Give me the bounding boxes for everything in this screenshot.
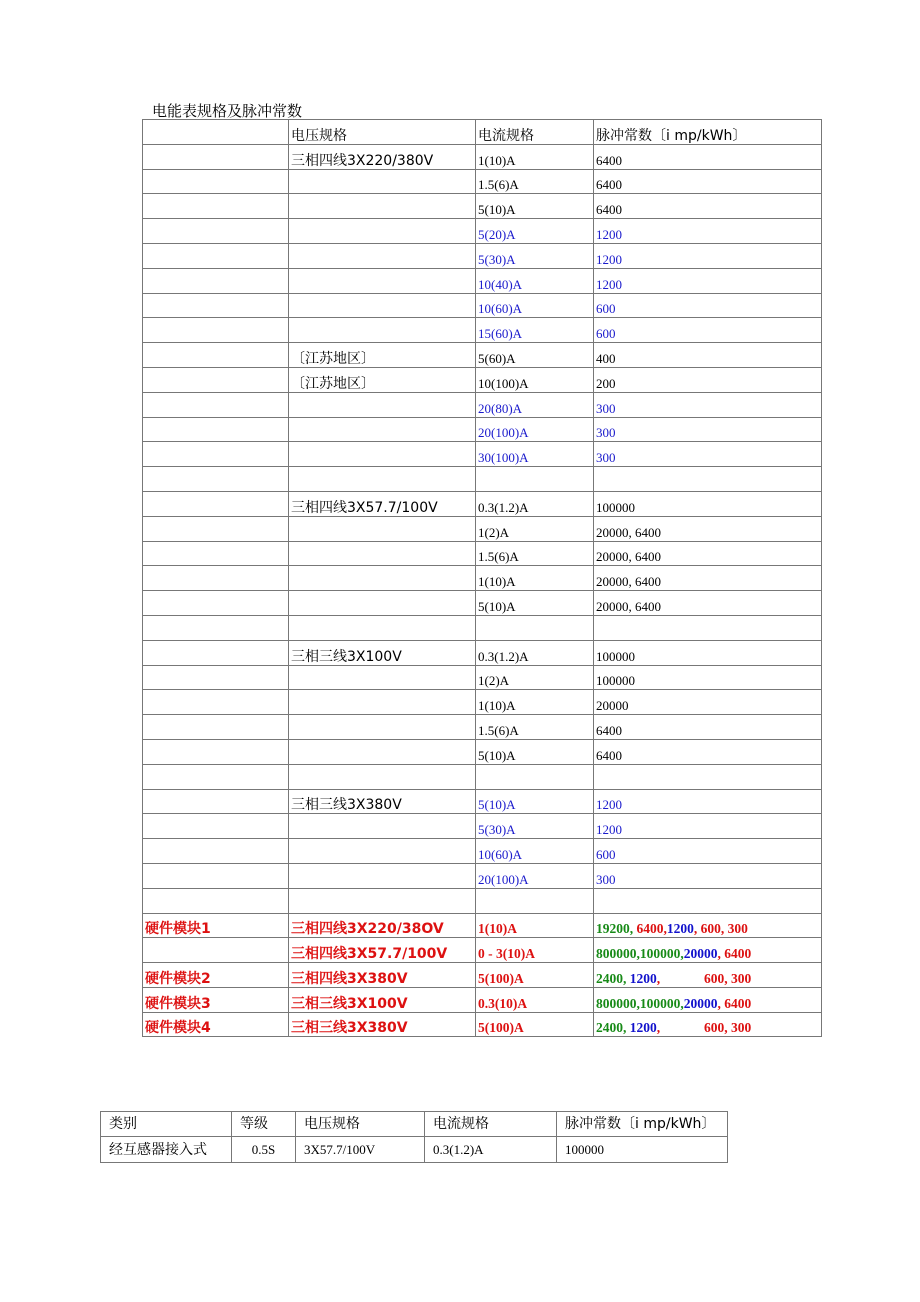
pulse-constant-cell (594, 764, 822, 789)
voltage-cell: 三相四线3X380V (289, 963, 476, 988)
pulse-constant-cell (594, 913, 822, 938)
pulse-constant-cell: 400 (594, 343, 822, 368)
table-row (143, 764, 822, 789)
voltage-cell (289, 293, 476, 318)
category-cell (143, 169, 289, 194)
table-header-row (101, 1112, 728, 1137)
pulse-value-segment: 1200 (629, 970, 657, 986)
current-cell: 1(2)A (476, 516, 594, 541)
pulse-constant-cell: 6400 (594, 715, 822, 740)
pulse-constant-cell: 6400 (594, 194, 822, 219)
pulse-value-segment: , 6400 (717, 946, 752, 962)
voltage-cell: 三相三线3X100V (289, 640, 476, 665)
table-row (143, 739, 822, 764)
current-cell: 1.5(6)A (476, 541, 594, 566)
voltage-cell: 3X57.7/100V (296, 1137, 425, 1163)
voltage-cell (289, 715, 476, 740)
transformer-meter-table (100, 1111, 728, 1163)
category-cell (143, 417, 289, 442)
pulse-constant-cell: 300 (594, 863, 822, 888)
header-cell-type: 类别 (101, 1112, 232, 1137)
table-row (143, 194, 822, 219)
table-row (143, 789, 822, 814)
voltage-cell (289, 591, 476, 616)
category-cell (143, 219, 289, 244)
current-cell: 20(100)A (476, 417, 594, 442)
pulse-constant-cell: 20000, 6400 (594, 591, 822, 616)
pulse-constant-cell: 20000, 6400 (594, 541, 822, 566)
current-cell: 5(20)A (476, 219, 594, 244)
pulse-value-segment: 800000,100000, (596, 995, 684, 1011)
pulse-constant-cell: 6400 (594, 144, 822, 169)
table-row (143, 715, 822, 740)
current-cell (476, 888, 594, 913)
header-cell-pulse-constant: 脉冲常数〔i mp/kWh〕 (594, 120, 822, 145)
category-cell (143, 863, 289, 888)
pulse-value-segment: 6400, (636, 921, 667, 937)
pulse-value-segment: , 600, 300 (656, 970, 752, 986)
category-cell (143, 839, 289, 864)
voltage-cell (289, 764, 476, 789)
table-row (143, 144, 822, 169)
pulse-constant-cell (594, 615, 822, 640)
current-cell: 5(10)A (476, 739, 594, 764)
category-cell (143, 367, 289, 392)
current-cell: 1.5(6)A (476, 715, 594, 740)
pulse-constant-cell (594, 938, 822, 963)
voltage-cell (289, 665, 476, 690)
table-row (143, 392, 822, 417)
pulse-constant-cell: 100000 (594, 640, 822, 665)
current-cell: 20(100)A (476, 863, 594, 888)
voltage-cell: 〔江苏地区〕 (289, 367, 476, 392)
header-cell-pulse-constant: 脉冲常数〔i mp/kWh〕 (557, 1112, 728, 1137)
table-row (143, 888, 822, 913)
table-row (143, 491, 822, 516)
category-cell (143, 268, 289, 293)
table-row (143, 814, 822, 839)
current-cell: 10(100)A (476, 367, 594, 392)
table-row (143, 243, 822, 268)
pulse-constant-cell: 200 (594, 367, 822, 392)
voltage-cell (289, 169, 476, 194)
table-row (143, 591, 822, 616)
meter-spec-table (142, 119, 822, 1037)
table-row (143, 467, 822, 492)
current-cell: 5(10)A (476, 591, 594, 616)
current-cell: 1(10)A (476, 690, 594, 715)
category-cell (143, 615, 289, 640)
table-row (143, 863, 822, 888)
hardware-module-row (143, 963, 822, 988)
current-cell (476, 467, 594, 492)
category-cell (143, 764, 289, 789)
table-row (143, 690, 822, 715)
current-cell: 5(60)A (476, 343, 594, 368)
pulse-constant-cell: 600 (594, 293, 822, 318)
pulse-value-segment: 2400, (596, 970, 630, 986)
category-cell (143, 690, 289, 715)
current-cell: 0.3(1.2)A (425, 1137, 557, 1163)
category-cell (143, 640, 289, 665)
current-cell: 10(60)A (476, 839, 594, 864)
module-name-cell: 硬件模块3 (143, 987, 289, 1012)
category-cell (143, 566, 289, 591)
header-cell-voltage: 电压规格 (289, 120, 476, 145)
voltage-cell: 〔江苏地区〕 (289, 343, 476, 368)
category-cell (143, 591, 289, 616)
voltage-cell (289, 467, 476, 492)
pulse-constant-cell (594, 1012, 822, 1037)
category-cell (143, 194, 289, 219)
current-cell: 5(30)A (476, 814, 594, 839)
voltage-cell: 三相四线3X220/380V (289, 144, 476, 169)
table-row (143, 219, 822, 244)
header-cell-grade: 等级 (232, 1112, 296, 1137)
category-cell (143, 715, 289, 740)
current-cell: 1(2)A (476, 665, 594, 690)
voltage-cell (289, 194, 476, 219)
voltage-cell (289, 516, 476, 541)
category-cell (143, 442, 289, 467)
voltage-cell: 三相三线3X380V (289, 1012, 476, 1037)
pulse-constant-cell: 100000 (557, 1137, 728, 1163)
voltage-cell (289, 863, 476, 888)
voltage-cell (289, 318, 476, 343)
current-cell: 0.3(1.2)A (476, 491, 594, 516)
table-row (143, 169, 822, 194)
pulse-constant-cell: 20000 (594, 690, 822, 715)
pulse-value-segment: 2400, (596, 1020, 630, 1036)
pulse-constant-cell: 1200 (594, 219, 822, 244)
module-name-cell: 硬件模块1 (143, 913, 289, 938)
pulse-constant-cell: 300 (594, 392, 822, 417)
current-cell: 0.3(1.2)A (476, 640, 594, 665)
pulse-constant-cell: 600 (594, 839, 822, 864)
pulse-constant-cell: 100000 (594, 491, 822, 516)
category-cell (143, 665, 289, 690)
current-cell: 10(60)A (476, 293, 594, 318)
category-cell (143, 392, 289, 417)
current-cell: 1(10)A (476, 566, 594, 591)
current-cell: 10(40)A (476, 268, 594, 293)
voltage-cell: 三相三线3X380V (289, 789, 476, 814)
page-title: 电能表规格及脉冲常数 (152, 102, 303, 120)
pulse-constant-cell: 20000, 6400 (594, 566, 822, 591)
current-cell: 5(10)A (476, 194, 594, 219)
voltage-cell (289, 839, 476, 864)
pulse-constant-cell: 600 (594, 318, 822, 343)
pulse-value-segment: 19200, (596, 921, 637, 937)
table-row (143, 343, 822, 368)
voltage-cell (289, 442, 476, 467)
pulse-constant-cell: 100000 (594, 665, 822, 690)
current-cell (476, 615, 594, 640)
header-cell-category (143, 120, 289, 145)
hardware-module-row (143, 913, 822, 938)
pulse-constant-cell (594, 987, 822, 1012)
voltage-cell: 三相四线3X57.7/100V (289, 491, 476, 516)
current-cell: 30(100)A (476, 442, 594, 467)
category-cell (143, 789, 289, 814)
pulse-constant-cell: 6400 (594, 169, 822, 194)
category-cell (143, 318, 289, 343)
grade-cell: 0.5S (232, 1137, 296, 1163)
pulse-value-segment: 1200 (666, 921, 694, 937)
category-cell (143, 516, 289, 541)
table-row (143, 541, 822, 566)
voltage-cell (289, 541, 476, 566)
current-cell: 5(100)A (476, 963, 594, 988)
hardware-module-row (143, 1012, 822, 1037)
category-cell (143, 491, 289, 516)
header-cell-voltage: 电压规格 (296, 1112, 425, 1137)
voltage-cell (289, 566, 476, 591)
pulse-constant-cell (594, 963, 822, 988)
table-row (143, 516, 822, 541)
pulse-constant-cell (594, 467, 822, 492)
category-cell (143, 293, 289, 318)
current-cell (476, 764, 594, 789)
table-row (143, 640, 822, 665)
table-row (143, 417, 822, 442)
pulse-constant-cell: 20000, 6400 (594, 516, 822, 541)
pulse-value-segment: 20000 (683, 946, 718, 962)
voltage-cell (289, 814, 476, 839)
table-row (143, 665, 822, 690)
current-cell: 15(60)A (476, 318, 594, 343)
module-name-cell: 硬件模块4 (143, 1012, 289, 1037)
pulse-value-segment: 20000 (683, 995, 718, 1011)
category-cell (143, 144, 289, 169)
module-name-cell: 硬件模块2 (143, 963, 289, 988)
current-cell: 1.5(6)A (476, 169, 594, 194)
pulse-constant-cell: 300 (594, 442, 822, 467)
table-row (143, 615, 822, 640)
table-row (143, 442, 822, 467)
pulse-value-segment: 800000,100000, (596, 946, 684, 962)
pulse-constant-cell: 1200 (594, 789, 822, 814)
table-row (143, 566, 822, 591)
current-cell: 20(80)A (476, 392, 594, 417)
voltage-cell (289, 615, 476, 640)
current-cell: 5(100)A (476, 1012, 594, 1037)
category-cell (143, 243, 289, 268)
header-cell-current: 电流规格 (476, 120, 594, 145)
current-cell: 0.3(10)A (476, 987, 594, 1012)
current-cell: 5(10)A (476, 789, 594, 814)
table-row (143, 839, 822, 864)
voltage-cell (289, 243, 476, 268)
pulse-constant-cell (594, 888, 822, 913)
pulse-constant-cell: 6400 (594, 739, 822, 764)
voltage-cell (289, 690, 476, 715)
pulse-constant-cell: 300 (594, 417, 822, 442)
voltage-cell (289, 219, 476, 244)
hardware-module-row (143, 938, 822, 963)
pulse-value-segment: , 600, 300 (693, 921, 748, 937)
category-cell (143, 814, 289, 839)
category-cell (143, 541, 289, 566)
pulse-value-segment: , 600, 300 (656, 1020, 752, 1036)
voltage-cell: 三相四线3X57.7/100V (289, 938, 476, 963)
voltage-cell: 三相四线3X220/38OV (289, 913, 476, 938)
category-cell (143, 343, 289, 368)
category-cell (143, 739, 289, 764)
category-cell (143, 888, 289, 913)
voltage-cell (289, 268, 476, 293)
table-row (143, 318, 822, 343)
pulse-constant-cell: 1200 (594, 243, 822, 268)
current-cell: 5(30)A (476, 243, 594, 268)
pulse-value-segment: 1200 (629, 1020, 657, 1036)
table-row (101, 1137, 728, 1163)
category-cell (143, 467, 289, 492)
pulse-constant-cell: 1200 (594, 268, 822, 293)
hardware-module-row (143, 987, 822, 1012)
table-header-row (143, 120, 822, 145)
pulse-constant-cell: 1200 (594, 814, 822, 839)
table-row (143, 293, 822, 318)
voltage-cell (289, 888, 476, 913)
current-cell: 1(10)A (476, 913, 594, 938)
voltage-cell (289, 739, 476, 764)
voltage-cell: 三相三线3X100V (289, 987, 476, 1012)
current-cell: 1(10)A (476, 144, 594, 169)
module-name-cell (143, 938, 289, 963)
table-row (143, 367, 822, 392)
current-cell: 0 - 3(10)A (476, 938, 594, 963)
type-cell: 经互感器接入式 (101, 1137, 232, 1163)
table-row (143, 268, 822, 293)
voltage-cell (289, 417, 476, 442)
header-cell-current: 电流规格 (425, 1112, 557, 1137)
voltage-cell (289, 392, 476, 417)
pulse-value-segment: , 6400 (717, 995, 752, 1011)
